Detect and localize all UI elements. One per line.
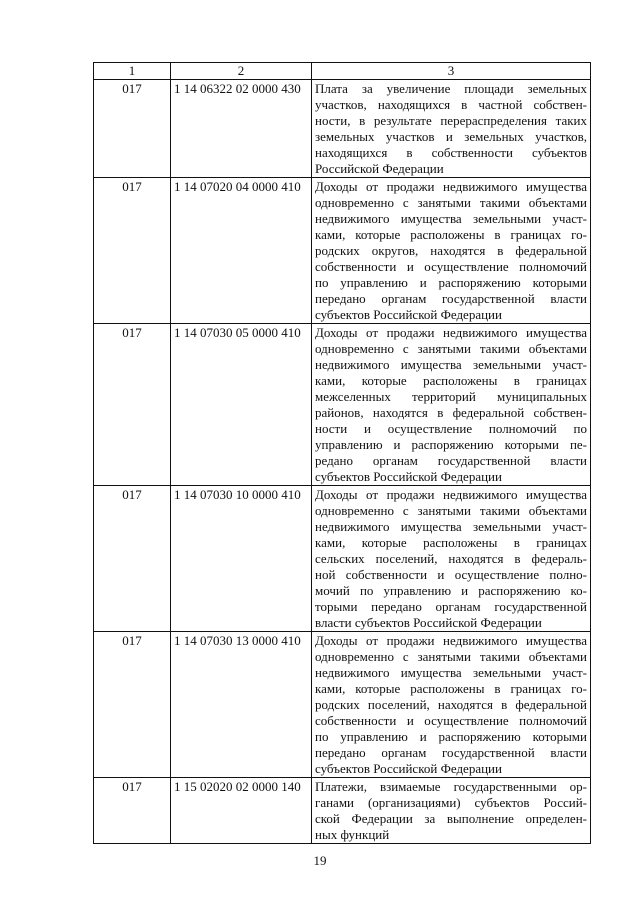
description-line: Российской Федерации (315, 161, 444, 176)
description-line: ками, которые расположены в границах (315, 373, 587, 388)
description-line: передано органам государственной власти (315, 745, 587, 760)
table-row (94, 324, 591, 486)
description-line: одновременно с занятыми такими объектами (315, 649, 587, 664)
admin-code-cell: 017 (94, 486, 171, 632)
description-line: Доходы от продажи недвижимого имущества (315, 325, 587, 340)
table-row (94, 632, 591, 778)
budget-classification-code-cell: 1 14 06322 02 0000 430 (171, 80, 312, 178)
description-line: ных функций (315, 827, 390, 842)
description-line: одновременно с занятыми такими объектами (315, 195, 587, 210)
table-header-row (94, 63, 591, 80)
description-line: Доходы от продажи недвижимого имущества (315, 633, 587, 648)
admin-code-cell: 017 (94, 178, 171, 324)
admin-code-cell: 017 (94, 324, 171, 486)
description-line: субъектов Российской Федерации (315, 307, 502, 322)
revenue-description-cell (312, 778, 591, 844)
description-line: районов, находятся в федеральной собствен- (315, 405, 587, 420)
description-line: земельных участков и земельных участков, (315, 129, 587, 144)
description-line: ками, которые расположены в границах го- (315, 227, 587, 242)
description-line: участков, находящихся в частной собствен- (315, 97, 587, 112)
description-line: торыми передано органам государственной (315, 599, 587, 614)
description-line: субъектов Российской Федерации (315, 469, 502, 484)
description-line: по управлению и распоряжению которыми (315, 275, 587, 290)
description-line: ганами (организациями) субъектов Россий- (315, 795, 587, 810)
description-line: управлению и распоряжению которыми пе- (315, 437, 587, 452)
description-line: ками, которые расположены в границах го- (315, 681, 587, 696)
revenue-description-cell (312, 324, 591, 486)
admin-code-cell: 017 (94, 632, 171, 778)
description-line: родских поселений, находятся в федеральной (315, 697, 587, 712)
description-line: собственности и осуществление полномочий (315, 713, 587, 728)
admin-code-cell: 017 (94, 80, 171, 178)
description-line: сельских поселений, находятся в федераль- (315, 551, 587, 566)
description-line: недвижимого имущества земельными участ- (315, 357, 587, 372)
column-header-1: 1 (94, 63, 171, 80)
description-line: ками, которые расположены в границах (315, 535, 587, 550)
admin-code-cell: 017 (94, 778, 171, 844)
description-line: недвижимого имущества земельными участ- (315, 211, 587, 226)
description-line: Доходы от продажи недвижимого имущества (315, 487, 587, 502)
description-line: мочий по управлению и распоряжению ко- (315, 583, 587, 598)
description-line: недвижимого имущества земельными участ- (315, 665, 587, 680)
description-line: одновременно с занятыми такими объектами (315, 341, 587, 356)
budget-classification-code-cell: 1 14 07030 10 0000 410 (171, 486, 312, 632)
description-line: Плата за увеличение площади земельных (315, 81, 587, 96)
description-line: недвижимого имущества земельными участ- (315, 519, 587, 534)
description-line: ности и осуществление полномочий по (315, 421, 587, 436)
revenue-description-cell (312, 632, 591, 778)
description-line: редано органам государственной власти (315, 453, 587, 468)
description-line: Платежи, взимаемые государственными ор- (315, 779, 587, 794)
budget-classification-code-cell: 1 14 07020 04 0000 410 (171, 178, 312, 324)
table-row (94, 486, 591, 632)
table-row (94, 80, 591, 178)
revenue-description-cell (312, 178, 591, 324)
revenue-codes-table (93, 62, 591, 844)
description-line: родских округов, находятся в федеральной (315, 243, 587, 258)
page-number: 19 (313, 853, 327, 868)
budget-classification-code-cell: 1 15 02020 02 0000 140 (171, 778, 312, 844)
revenue-description-cell (312, 80, 591, 178)
description-line: ской Федерации за выполнение определен- (315, 811, 587, 826)
revenue-description-cell (312, 486, 591, 632)
table-row (94, 178, 591, 324)
column-header-3: 3 (312, 63, 591, 80)
description-line: по управлению и распоряжению которыми (315, 729, 587, 744)
description-line: собственности и осуществление полномочий (315, 259, 587, 274)
budget-classification-code-cell: 1 14 07030 05 0000 410 (171, 324, 312, 486)
description-line: ной собственности и осуществление полно- (315, 567, 587, 582)
budget-classification-code-cell: 1 14 07030 13 0000 410 (171, 632, 312, 778)
column-header-2: 2 (171, 63, 312, 80)
description-line: ности, в результате перераспределения таких (315, 113, 587, 128)
description-line: передано органам государственной власти (315, 291, 587, 306)
description-line: Доходы от продажи недвижимого имущества (315, 179, 587, 194)
description-line: межселенных территорий муниципальных (315, 389, 587, 404)
description-line: находящихся в собственности субъектов (315, 145, 587, 160)
description-line: одновременно с занятыми такими объектами (315, 503, 587, 518)
table-row (94, 778, 591, 844)
description-line: власти субъектов Российской Федерации (315, 615, 542, 630)
description-line: субъектов Российской Федерации (315, 761, 502, 776)
